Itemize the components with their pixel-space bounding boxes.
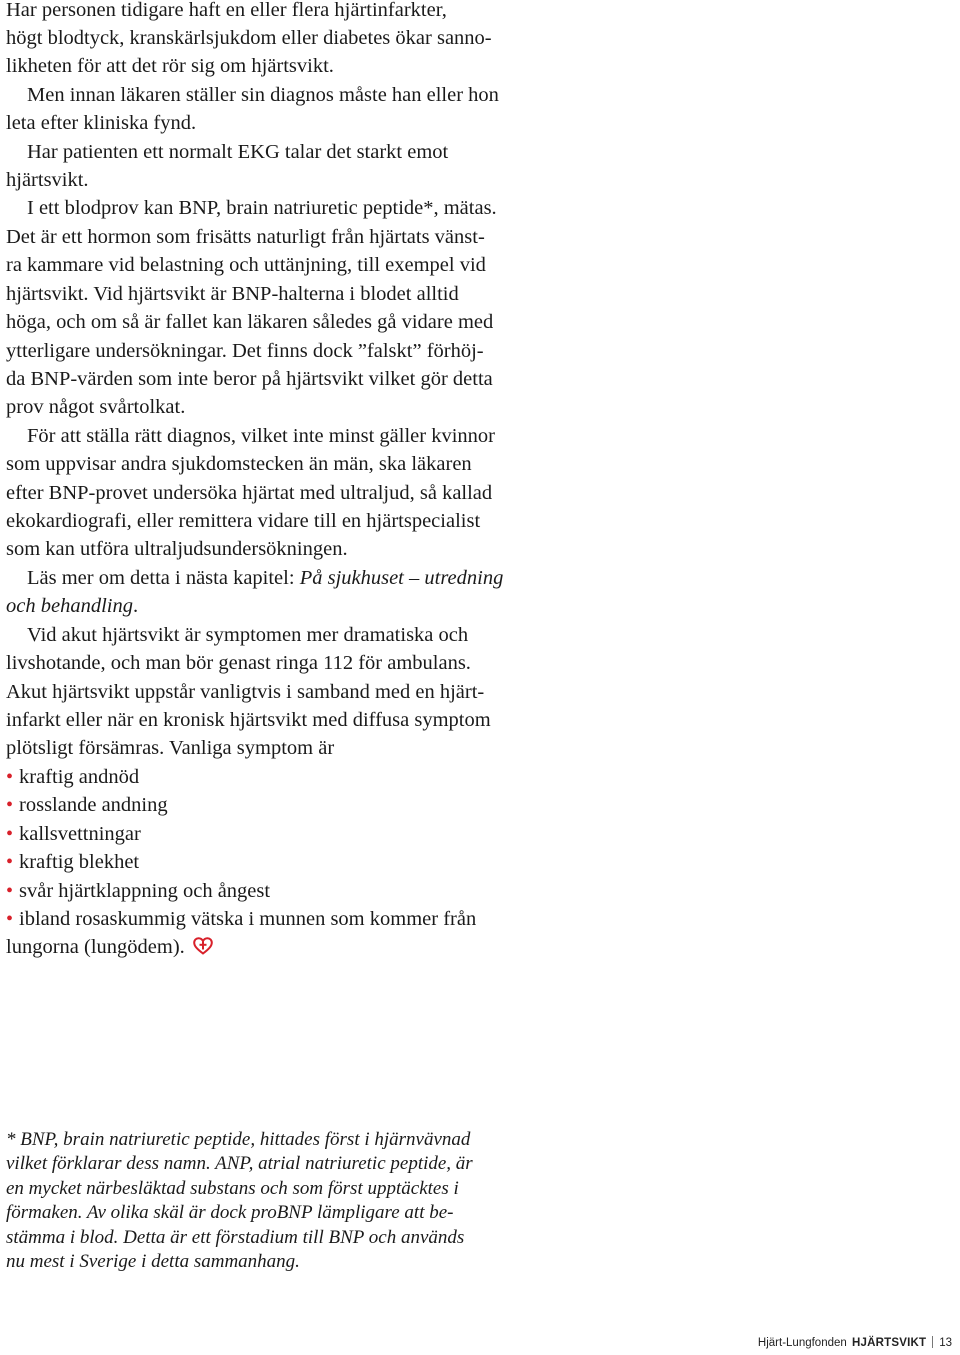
footnote-line: stämma i blod. Detta är ett förstadium till BNP och används — [6, 1227, 465, 1248]
body-line: Men innan läkaren ställer sin diagnos måste han eller hon — [27, 84, 499, 106]
symptom-list-item-continued: lungorna (lungödem). — [6, 933, 213, 963]
read-more-prefix: Läs mer om detta i nästa kapitel: — [27, 567, 300, 589]
body-line: plötsligt försämras. Vanliga symptom är — [6, 737, 335, 759]
body-line: I ett blodprov kan BNP, brain natriuretic peptide*, mätas. — [27, 197, 497, 219]
read-more-line — [27, 564, 503, 592]
symptom-list-item: • ibland rosaskummig vätska i munnen som kommer från — [6, 908, 477, 930]
page-number: 13 — [939, 1337, 952, 1349]
body-line: da BNP-värden som inte beror på hjärtsvikt vilket gör detta — [6, 368, 493, 390]
body-line: som uppvisar andra sjukdomstecken än män, ska läkaren — [6, 453, 472, 475]
body-line: ekokardiografi, eller remittera vidare till en hjärtspecialist — [6, 510, 481, 532]
bullet: • — [6, 823, 14, 845]
symptom-list-item: • rosslande andning — [6, 794, 168, 816]
body-line: För att ställa rätt diagnos, vilket inte minst gäller kvinnor — [27, 425, 495, 447]
body-line: ytterligare undersökningar. Det finns dock ”falskt” förhöj- — [6, 340, 484, 362]
body-line: Akut hjärtsvikt uppstår vanligtvis i samband med en hjärt- — [6, 681, 485, 703]
heart-cross-icon — [193, 935, 213, 963]
body-line: högt blodtyck, kranskärlsjukdom eller diabetes ökar sanno- — [6, 27, 492, 49]
chapter-reference: På sjukhuset – utredning — [299, 567, 504, 589]
symptom-list-item: • kraftig andnöd — [6, 766, 140, 788]
footnote-line: förmaken. Av olika skäl är dock proBNP lämpligare att be- — [6, 1202, 454, 1223]
body-line: ra kammare vid belastning och uttänjning, till exempel vid — [6, 254, 486, 276]
body-line: hjärtsvikt. Vid hjärtsvikt är BNP-halterna i blodet alltid — [6, 283, 459, 305]
footnote-line: * BNP, brain natriuretic peptide, hittades först i hjärnvävnad — [6, 1129, 471, 1150]
body-line: efter BNP-provet undersöka hjärtat med ultraljud, så kallad — [6, 482, 493, 504]
bullet: • — [6, 766, 14, 788]
body-line: höga, och om så är fallet kan läkaren således gå vidare med — [6, 311, 494, 333]
symptom-list-item: • kallsvettningar — [6, 823, 141, 845]
body-line: likheten för att det rör sig om hjärtsvikt. — [6, 55, 334, 77]
body-line: Har personen tidigare haft en eller flera hjärtinfarkter, — [6, 0, 447, 21]
footer-divider — [932, 1336, 933, 1348]
footnote-line: en mycket närbesläktad substans och som först upptäcktes i — [6, 1178, 459, 1199]
chapter-reference-continued: och behandling — [6, 595, 133, 617]
body-line: livshotande, och man bör genast ringa 112 för ambulans. — [6, 652, 471, 674]
bullet: • — [6, 880, 14, 902]
symptom-list-item: • kraftig blekhet — [6, 851, 140, 873]
body-line: infarkt eller när en kronisk hjärtsvikt med diffusa symptom — [6, 709, 491, 731]
read-more-line — [6, 592, 138, 620]
bullet: • — [6, 908, 14, 930]
running-footer — [758, 1336, 952, 1349]
publication-title: HJÄRTSVIKT — [852, 1337, 927, 1349]
publisher-name: Hjärt-Lungfonden — [757, 1337, 847, 1349]
symptom-list-item: • svår hjärtklappning och ångest — [6, 880, 271, 902]
body-line: prov något svårtolkat. — [6, 396, 186, 418]
body-line: Har patienten ett normalt EKG talar det starkt emot — [27, 141, 449, 163]
footnote-line: vilket förklarar dess namn. ANP, atrial natriuretic peptide, är — [6, 1153, 473, 1174]
body-line: som kan utföra ultraljudsundersökningen. — [6, 538, 348, 560]
body-line: Vid akut hjärtsvikt är symptomen mer dramatiska och — [27, 624, 469, 646]
body-line: leta efter kliniska fynd. — [6, 112, 197, 134]
body-line: hjärtsvikt. — [6, 169, 89, 191]
footnote-line: nu mest i Sverige i detta sammanhang. — [6, 1251, 300, 1272]
read-more-suffix: . — [132, 595, 139, 617]
bullet: • — [6, 851, 14, 873]
body-line: Det är ett hormon som frisätts naturligt från hjärtats vänst- — [6, 226, 485, 248]
bullet: • — [6, 794, 14, 816]
